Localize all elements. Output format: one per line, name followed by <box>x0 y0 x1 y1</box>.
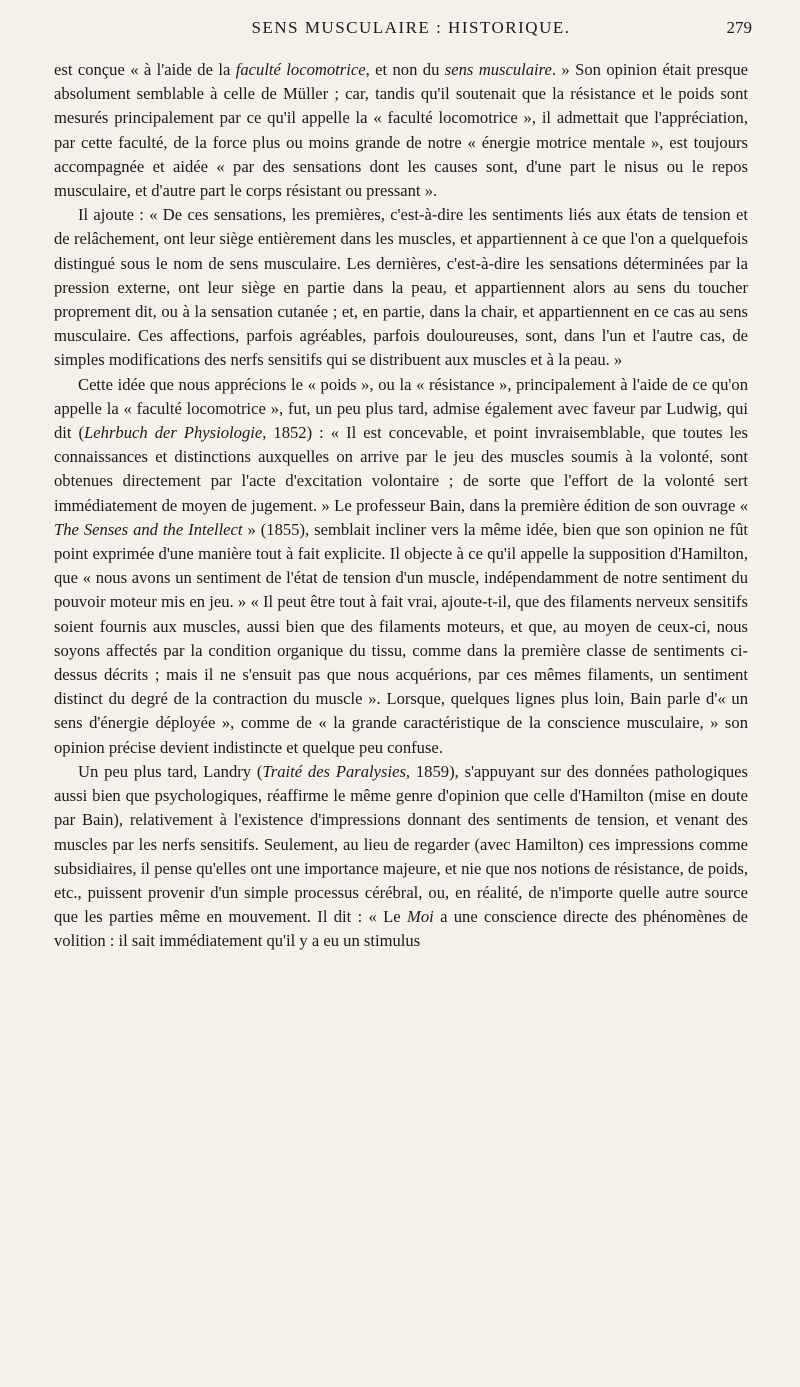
italic-text: Lehrbuch der Physiologie <box>84 423 263 443</box>
text-run: » (1855), semblait incliner vers la même idée, bien que son opinion ne fût point exprimée d'une manière tout à fait explicite. Il objecte à ce qu'il appelle la supposition d'Hamilton, que « nous avons un sentiment de l'état de tension d'un muscle, indépendamment de notre sentiment du pouvoir moteur mis en jeu. » « Il peut être tout à fait vrai, ajoute-t-il, que des filaments nerveux sensitifs soient fournis aux muscles, aussi bien que des filaments moteurs, et que, au moyen de ceux-ci, nous soyons affectés par la condition organique du tissu, comme dans la première classe de sentiments ci-dessus décrits ; mais il ne s'ensuit pas que nous acquérions, par ces mêmes filaments, un sentiment distinct du degré de la contraction du muscle ». Lorsque, quelques lignes plus loin, Bain parle d'« un sens d'énergie déployée », comme de « la grande caractéristique de la conscience musculaire, » son opinion précise devient indistincte et quelque peu confuse. <box>54 519 748 757</box>
body-text <box>54 58 748 954</box>
italic-text: Moi <box>407 907 434 927</box>
paragraph-2 <box>54 203 748 372</box>
text-run: , et non du <box>365 60 445 79</box>
text-run: , 1852) : « Il est concevable, et point invraisemblable, que toutes les connaissances et distinctions auxquelles on arrive par le jeu des muscles soumis à la volonté, sont obtenues directement par l'acte d'excitation volontaire ; de sorte que l'effort de la volonté sert immédiatement de moyen de jugement. » Le professeur Bain, dans la première édition de son ouvrage « <box>54 423 748 515</box>
text-run: . » Son opinion était presque absolument semblable à celle de Müller ; car, tandis qu'il soutenait que la résistance et le poids sont mesurés principalement par ce qu'il appelle la « faculté locomotrice », il admettait que l'appréciation, par cette faculté, de la force plus ou moins grande de notre « énergie motrice mentale », est toujours accompagnée et aidée « par des sensations dont les causes sont, d'une part le nisus ou le repos musculaire, et d'autre part le corps résistant ou pressant ». <box>54 60 749 201</box>
paragraph-1 <box>54 58 748 203</box>
text-run: Un peu plus tard, Landry ( <box>78 761 263 781</box>
paragraph-4 <box>54 760 748 954</box>
text-run: Il ajoute : « De ces sensations, les premières, c'est-à-dire les sentiments liés aux états de tension et de relâchement, ont leur siège entièrement dans les muscles, et appartiennent à ce que l'on a quelquefois distingué sous le nom de sens musculaire. Les dernières, c'est-à-dire les sensations déterminées par la pression externe, ont leur siège en partie dans la peau, et appartiennent alors au sens du toucher proprement dit, ou à la sensation cutanée ; et, en partie, dans la chair, et appartiennent en ce cas au sens musculaire. Ces affections, parfois agréables, parfois douloureuses, sont, dans l'un et l'autre cas, de simples modifications des nerfs sensitifs qui se distribuent aux muscles et à la peau. » <box>54 205 748 370</box>
page-number: 279 <box>726 18 752 37</box>
paragraph-3 <box>54 373 748 760</box>
running-head <box>54 18 752 48</box>
running-title: SENS MUSCULAIRE : HISTORIQUE. <box>251 18 571 37</box>
italic-text: Traité des Paralysies <box>262 761 406 781</box>
text-run: Cette idée que nous apprécions le « poids », ou la « résistance », principalement à l'aide de ce qu'on appelle la « faculté locomotrice », fut, un peu plus tard, admise également avec faveur par Ludwig, qui dit ( <box>54 374 748 443</box>
italic-text: faculté locomotrice <box>235 60 366 79</box>
text-run: a une conscience directe des phénomènes de volition : il sait immédiatement qu'il y a eu un stimulus <box>54 907 749 951</box>
text-run: est conçue « à l'aide de la <box>54 60 236 79</box>
text-run: , 1859), s'appuyant sur des données pathologiques aussi bien que psychologiques, réaffirme le même genre d'opinion que celle d'Hamilton (mise en doute par Bain), relativement à l'existence d'impressions donnant des sentiments de tension, et venant des muscles par les nerfs sensitifs. Seulement, au lieu de regarder (avec Hamilton) ces impressions comme subsidiaires, il pense qu'elles ont une importance majeure, et nie que nos notions de résistance, de poids, etc., puissent provenir d'un simple processus cérébral, ou, en réalité, de n'importe quelle autre source que les parties même en mouvement. Il dit : « Le <box>54 761 749 927</box>
italic-text: sens musculaire <box>444 60 552 79</box>
italic-text: The Senses and the Intellect <box>54 519 243 539</box>
